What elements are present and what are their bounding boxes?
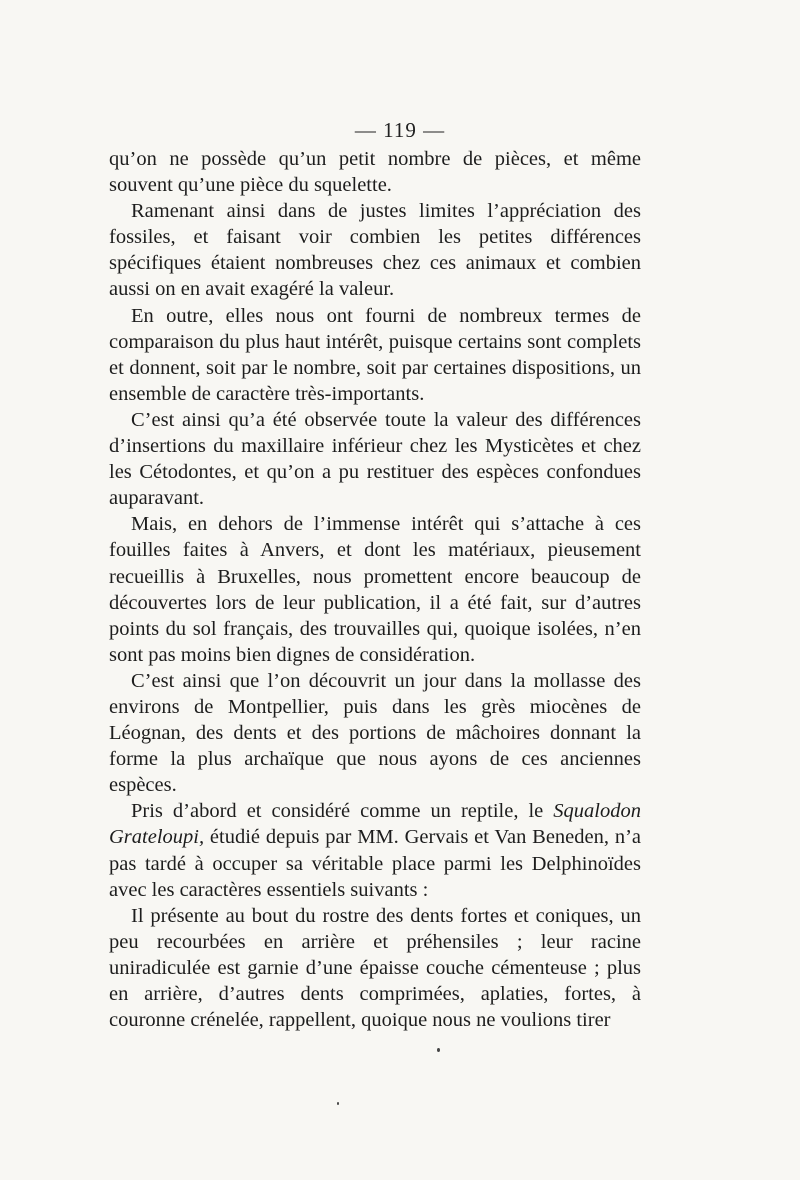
- paragraph-dents-rostre: Il présente au bout du rostre des dents fortes et coniques, un peu recourbées en arrière et préhensiles ; leur racine uniradiculée est garnie d’une épaisse couche cémenteuse ; plus en arrière, d’autres dents comprimées, aplaties, fortes, à couronne crénelée, rappellent, quoique nous ne voulions tirer: [109, 904, 641, 1032]
- print-speck: [337, 1102, 339, 1105]
- paragraph-termes-comparaison: En outre, elles nous ont fourni de nombreux termes de comparaison du plus haut intérêt, puisque certains sont complets et donnent, soit par le nombre, soit par certaines dispositions, un ensemble de caractère très-importants.: [109, 304, 641, 405]
- paragraph-squalodon-before: Pris d’abord et considéré comme un reptile, le: [131, 800, 554, 823]
- paragraph-fouilles-anvers: Mais, en dehors de l’immense intérêt qui s’attache à ces fouilles faites à Anvers, et dont les matériaux, pieusement recueillis à Bruxelles, nous promettent encore beaucoup de découvertes lors de leur publication, il a été fait, sur d’autres points du sol français, des trouvailles qui, quoique isolées, n’en sont pas moins bien dignes de considération.: [109, 513, 641, 666]
- paragraph-squalodon-after: étudié depuis par MM. Gervais et Van Beneden, n’a pas tardé à occuper sa véritable place parmi les Delphinoïdes avec les caractères essentiels suivants :: [109, 826, 641, 901]
- body-text: [109, 146, 641, 1033]
- paragraph-insertions-maxillaire: C’est ainsi qu’a été observée toute la valeur des différences d’insertions du maxillaire inférieur chez les Mysticètes et chez les Cétodontes, et qu’on a pu restituer des espèces confondues auparavant.: [109, 408, 641, 510]
- paragraph-appreciation-fossiles: Ramenant ainsi dans de justes limites l’appréciation des fossiles, et faisant voir combien les petites différences spécifiques étaient nombreuses chez ces animaux et combien aussi on en avait exagéré la valeur.: [109, 200, 641, 301]
- paragraph-montpellier-leognan: C’est ainsi que l’on découvrit un jour dans la mollasse des environs de Montpellier, puis dans les grès miocènes de Léognan, des dents et des portions de mâchoires donnant la forme la plus archaïque que nous ayons de ces anciennes espèces.: [109, 669, 641, 797]
- paragraph-squalodon: [109, 798, 641, 902]
- print-speck: [437, 1048, 440, 1052]
- paragraph-continuation: qu’on ne possède qu’un petit nombre de pièces, et même souvent qu’une pièce du squelette.: [109, 148, 641, 197]
- species-name: Squalodon Grateloupi,: [109, 800, 641, 849]
- page-number: — 119 —: [354, 118, 446, 142]
